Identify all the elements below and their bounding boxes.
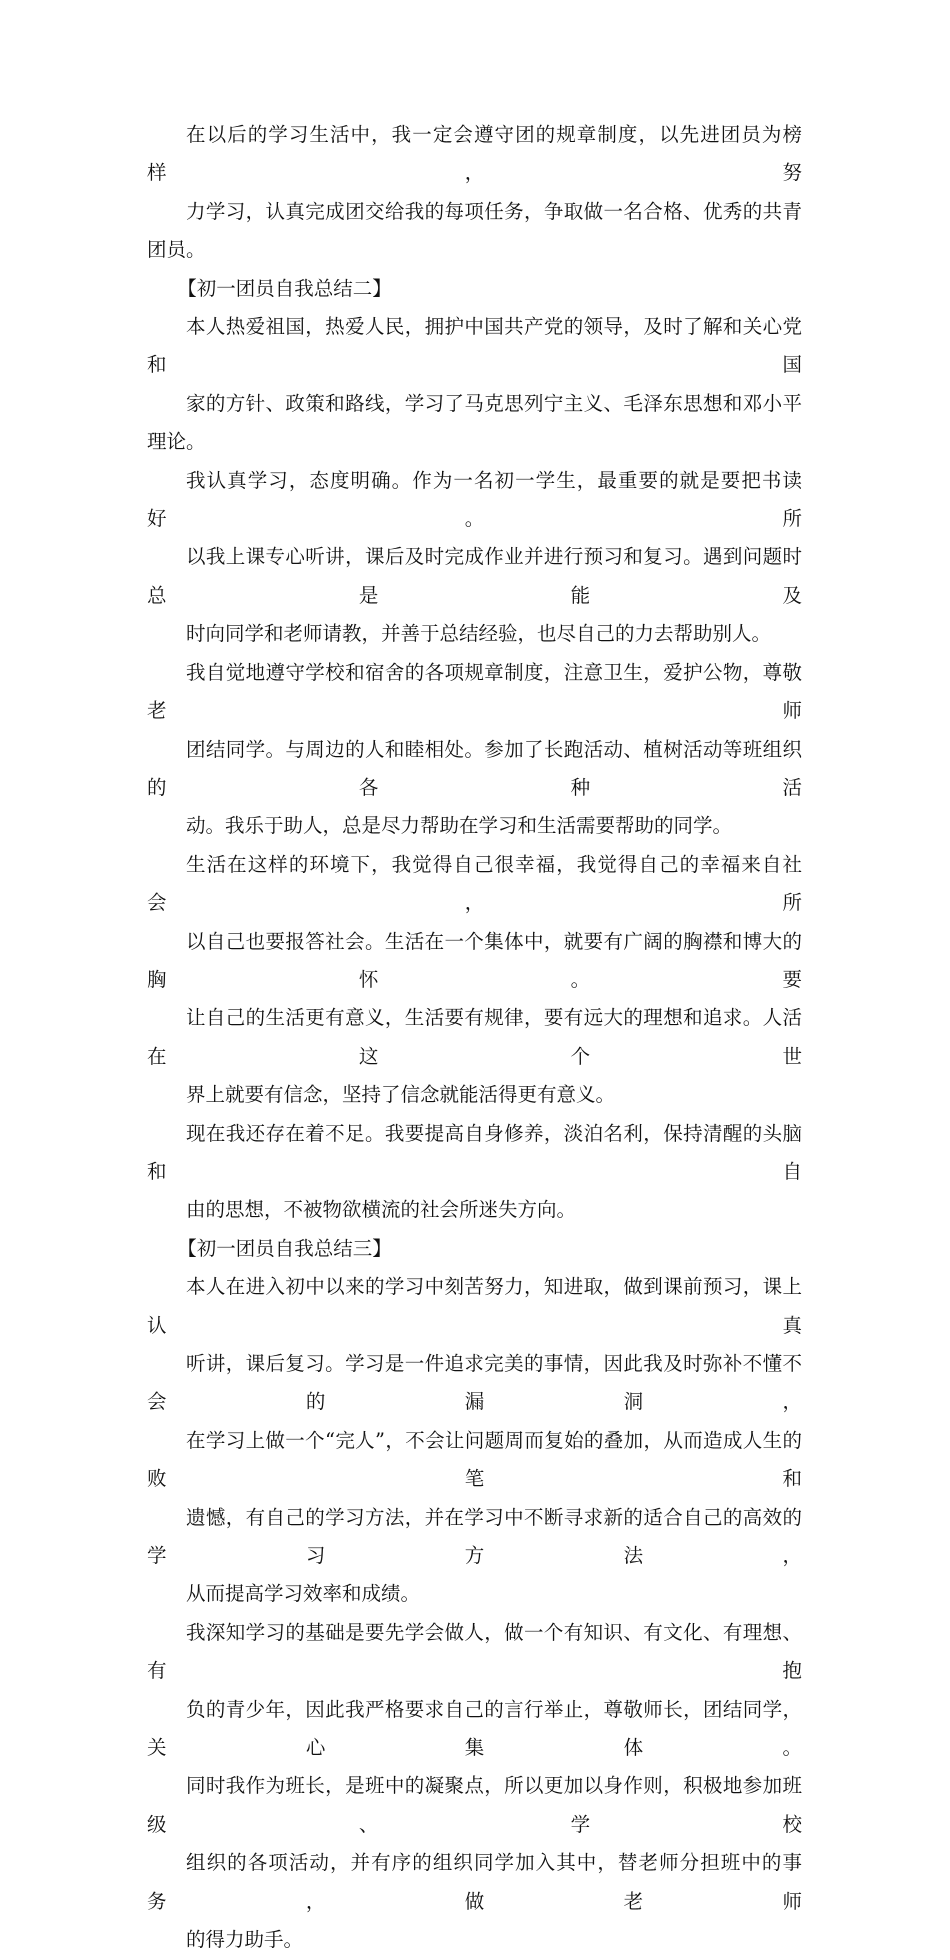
section-heading: 【初一团员自我总结二】: [177, 276, 392, 300]
text-line: 的得力助手。: [186, 1928, 304, 1952]
paragraph: [147, 462, 802, 654]
text-line: 现在我还存在着不足。我要提高自身修养，淡泊名利，保持清醒的头脑和自: [147, 1121, 802, 1183]
text-line: 我深知学习的基础是要先学会做人，做一个有知识、有文化、有理想、有抱: [147, 1620, 802, 1683]
paragraph: [147, 1268, 802, 1614]
text-line: 听讲，课后复习。学习是一件追求完美的事情，因此我及时弥补不懂不会的漏洞，: [147, 1352, 802, 1414]
text-line: 负的青少年，因此我严格要求自己的言行举止，尊敬师长，团结同学，关心集体。: [147, 1697, 802, 1760]
text-line: 在学习上做一个“完人”，不会让问题周而复始的叠加，从而造成人生的败笔和: [147, 1428, 802, 1491]
text-line: 由的思想，不被物欲横流的社会所迷失方向。: [186, 1198, 577, 1222]
text-line: 以自己也要报答社会。生活在一个集体中，就要有广阔的胸襟和博大的胸怀。要: [147, 929, 802, 991]
paragraph: [147, 308, 802, 462]
text-line: 生活在这样的环境下，我觉得自己很幸福，我觉得自己的幸福来自社会，所: [147, 852, 802, 915]
text-line: 组织的各项活动，并有序的组织同学加入其中，替老师分担班中的事务，做老师: [147, 1851, 802, 1913]
text-line: 以我上课专心听讲，课后及时完成作业并进行预习和复习。遇到问题时总是能及: [147, 545, 802, 607]
paragraph: [147, 1115, 802, 1230]
text-line: 同时我作为班长，是班中的凝聚点，所以更加以身作则，积极地参加班级、学校: [147, 1774, 802, 1836]
text-line: 界上就要有信念，坚持了信念就能活得更有意义。: [186, 1083, 616, 1107]
text-line: 本人在进入初中以来的学习中刻苦努力，知进取，做到课前预习，课上认真: [147, 1275, 802, 1337]
text-line: 我认真学习，态度明确。作为一名初一学生，最重要的就是要把书读好。所: [147, 468, 802, 531]
text-line: 团结同学。与周边的人和睦相处。参加了长跑活动、植树活动等班组织的各种活: [147, 737, 802, 799]
text-line: 时向同学和老师请教，并善于总结经验，也尽自己的力去帮助别人。: [186, 622, 772, 646]
text-line: 遗憾，有自己的学习方法，并在学习中不断寻求新的适合自己的高效的学习方法，: [147, 1505, 802, 1568]
text-line: 力学习，认真完成团交给我的每项任务，争取做一名合格、优秀的共青团员。: [147, 199, 802, 262]
text-line: 从而提高学习效率和成绩。: [186, 1582, 421, 1606]
paragraph: [147, 654, 802, 846]
text-line: 我自觉地遵守学校和宿舍的各项规章制度，注意卫生，爱护公物，尊敬老师: [147, 660, 802, 723]
document-page: [147, 116, 802, 1960]
text-line: 让自己的生活更有意义，生活要有规律，要有远大的理想和追求。人活在这个世: [147, 1006, 802, 1068]
section-heading: 【初一团员自我总结三】: [177, 1236, 392, 1260]
paragraph: [147, 116, 802, 270]
text-line: 家的方针、政策和路线，学习了马克思列宁主义、毛泽东思想和邓小平理论。: [147, 391, 802, 454]
text-line: 在以后的学习生活中，我一定会遵守团的规章制度，以先进团员为榜样，努: [147, 123, 802, 185]
text-line: 动。我乐于助人，总是尽力帮助在学习和生活需要帮助的同学。: [186, 814, 733, 838]
paragraph: [147, 1614, 802, 1960]
paragraph: [147, 846, 802, 1115]
text-line: 本人热爱祖国，热爱人民，拥护中国共产党的领导，及时了解和关心党和国: [147, 315, 802, 377]
